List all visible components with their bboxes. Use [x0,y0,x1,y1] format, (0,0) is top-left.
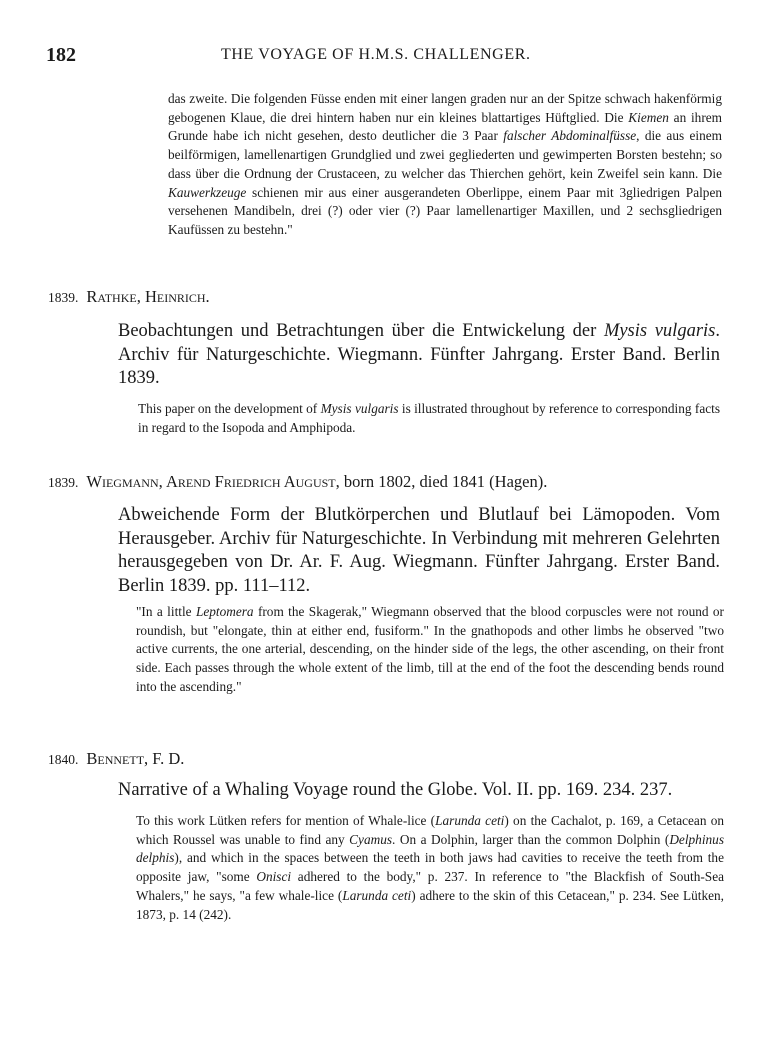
annotation-text: This paper on the development of [138,401,321,416]
entry-author-note: born 1802, died 1841 (Hagen). [339,472,548,491]
annotation-text: ) on the Cachalot, p. 169, a Cetacean on which Roussel was unable to find any [136,813,724,847]
entry-author: Bennett, F. D. [86,749,185,768]
title-text: Abweichende Form der Blutkörperchen und Blutlauf bei Lämopoden. Vom Herausgeber. Archiv für Naturgeschichte. In Verbindung mit mehreren Gelehrten herausgegeben von Dr. Ar. F. Aug. Wiegmann. Fünfter Jahrgang. Erster Band. Berlin 1839. pp. 111–112. [118,505,720,596]
annotation-text: . On a Dolphin, larger than the common Dolphin ( [392,831,670,847]
annotation-text: ), and which in the spaces between the teeth in both jaws had cavities to receive the teeth from the opposite jaw, "some [136,850,724,885]
entry-year: 1839. [48,290,79,305]
title-text: Beobachtungen und Betrachtungen über die Entwickelung der [118,321,604,341]
quote-text: an ihrem Grunde habe ich nicht gesehen, desto deutlicher die 3 Paar [168,109,722,144]
entry-year: 1840. [48,752,79,767]
annotation-text: is illustrated throughout by reference to corresponding facts in regard to the Isopoda and Amphipoda. [138,401,720,435]
entry-heading [48,287,210,307]
quote-text: schienen mir aus einer ausgerandeten Oberlippe, einem Paar mit 3gliedrigen Palpen versehenen Mandibeln, drei (?) oder vier (?) Paar lamellenartiger Maxillen, und 2 sechsgliedrigen Kaufüssen zu bestehn." [168,184,722,237]
entry-year: 1839. [48,475,79,490]
annotation-italic: Cyamus [349,831,393,847]
annotation-text: adhered to the body," p. 237. In reference to "the Blackfish of South-Sea Whalers," he says, "a few whale-lice ( [136,869,724,903]
entry-title [118,504,720,598]
quote-text: das zweite. Die folgenden Füsse enden mit einer langen graden nur an der Spitze schwach hakenförmig gebogenen Klaue, die drei hintern haben nur ein kleines blattartiges Hüftglied. Die [168,91,722,125]
annotation-italic: Delphinus delphis [136,831,724,866]
entry-author: Rathke, Heinrich. [86,287,210,306]
annotation-italic: Mysis vulgaris [320,401,399,416]
entry-annotation [136,812,724,924]
annotation-text: To this work Lütken refers for mention of Whale-lice ( [136,813,436,828]
annotation-italic: Larunda ceti [342,887,412,903]
annotation-text: from the Skagerak," Wiegmann observed that the blood corpuscles were not round or roundish, but "elongate, thin at either end, fusiform." In the gnathopods and other limbs he observed "two active currents, the one arterial, descending, on the hinder side of the legs, the other ascending, on their front side. Each passes through the whole extent of the limb, till at the end of the foot the descending bends round into the ascending." [136,604,724,694]
entry-annotation [136,603,724,697]
annotation-text: "In a little [136,604,196,619]
title-text: Narrative of a Whaling Voyage round the Globe. Vol. II. pp. 169. 234. 237. [118,780,673,800]
continued-quotation [168,90,722,240]
quote-italic: Kauwerkzeuge [168,184,247,200]
annotation-italic: Larunda ceti [435,813,505,828]
running-title: THE VOYAGE OF H.M.S. CHALLENGER. [221,46,531,63]
title-text: . Archiv für Naturgeschichte. Wiegmann. Fünfter Jahrgang. Erster Band. Berlin 1839. [118,321,720,388]
title-italic: Mysis vulgaris [603,321,716,341]
quote-italic: falscher Abdominalfüsse [503,128,637,144]
annotation-italic: Leptomera [195,604,254,619]
quote-italic: Kiemen [628,109,669,125]
entry-title [118,320,720,391]
annotation-text: ) adhere to the skin of this Cetacean," p. 234. See Lütken, 1873, p. 14 (242). [136,887,724,922]
quote-text: , die aus einem beilförmigen, lamellenartigen Grundglied und zwei gegliederten und gewimperten Borsten bestehn; so dass über die Ordnung der Crustaceen, zu welcher das Thierchen gehört, kein Zweifel sein kann. Die [168,128,722,181]
entry-title [118,779,758,803]
annotation-italic: Onisci [256,869,292,885]
entry-heading [48,749,184,769]
entry-heading [48,472,547,492]
page-header [46,44,736,68]
entry-annotation [138,400,720,437]
entry-author: Wiegmann, Arend Friedrich August, [86,472,340,491]
page-number: 182 [46,44,76,66]
